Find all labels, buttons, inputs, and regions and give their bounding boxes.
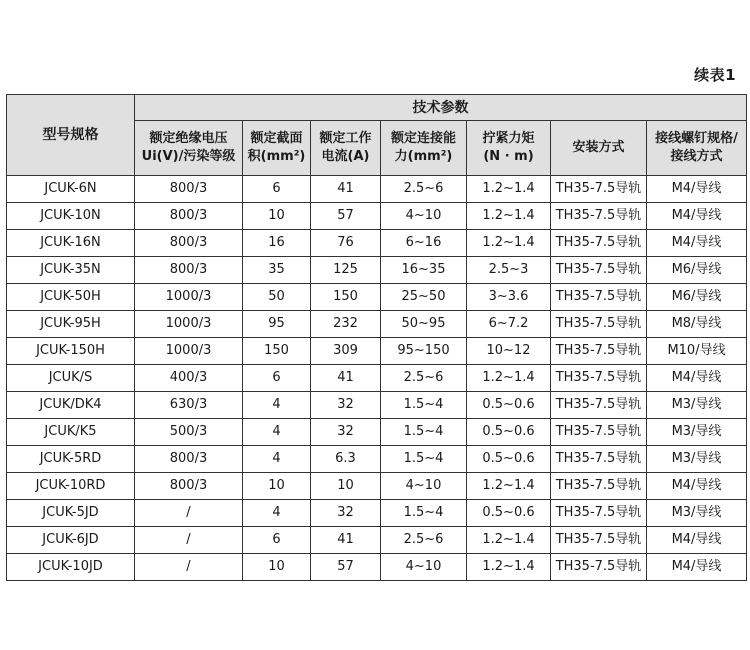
model-cell: JCUK/K5 [7,419,135,446]
model-cell: JCUK-5JD [7,500,135,527]
table-cell: M4/导线 [647,473,747,500]
table-cell: 10 [311,473,381,500]
table-cell: 50~95 [381,311,467,338]
column-header: 拧紧力矩 (N · m) [467,121,551,176]
table-cell: 4~10 [381,554,467,581]
column-header: 额定绝缘电压 Ui(V)/污染等级 [135,121,243,176]
table-cell: 25~50 [381,284,467,311]
table-cell: M4/导线 [647,365,747,392]
table-row [7,230,747,257]
table-row [7,365,747,392]
model-cell: JCUK-95H [7,311,135,338]
table-cell: 1.2~1.4 [467,176,551,203]
table-cell: 232 [311,311,381,338]
table-cell: TH35-7.5导轨 [551,338,647,365]
column-header: 额定连接能 力(mm²) [381,121,467,176]
table-cell: 800/3 [135,203,243,230]
table-cell: M4/导线 [647,554,747,581]
table-cell: TH35-7.5导轨 [551,554,647,581]
table-row [7,446,747,473]
table-cell: 0.5~0.6 [467,392,551,419]
table-cell: 1000/3 [135,311,243,338]
table-cell: 10 [243,473,311,500]
table-cell: 76 [311,230,381,257]
table-cell: 1.2~1.4 [467,203,551,230]
table-cell: 10 [243,203,311,230]
table-cell: 800/3 [135,257,243,284]
table-cell: 4 [243,446,311,473]
table-cell: 4~10 [381,203,467,230]
table-cell: TH35-7.5导轨 [551,365,647,392]
model-cell: JCUK-16N [7,230,135,257]
table-cell: 0.5~0.6 [467,446,551,473]
table-cell: 95~150 [381,338,467,365]
table-cell: / [135,500,243,527]
table-cell: 4 [243,392,311,419]
header-group-row [7,95,747,121]
table-cell: M10/导线 [647,338,747,365]
table-cell: 95 [243,311,311,338]
table-cell: 4 [243,500,311,527]
table-cell: TH35-7.5导轨 [551,392,647,419]
table-cell: 4~10 [381,473,467,500]
model-cell: JCUK/S [7,365,135,392]
column-header: 额定工作 电流(A) [311,121,381,176]
spec-table [6,94,747,581]
table-cell: TH35-7.5导轨 [551,473,647,500]
table-cell: 6 [243,365,311,392]
table-cell: 35 [243,257,311,284]
table-cell: 500/3 [135,419,243,446]
table-cell: 1000/3 [135,284,243,311]
table-caption: 续表1 [694,66,736,84]
table-cell: 6~16 [381,230,467,257]
table-row [7,257,747,284]
table-row [7,527,747,554]
table-cell: / [135,554,243,581]
table-cell: 6 [243,176,311,203]
model-cell: JCUK-5RD [7,446,135,473]
table-cell: M3/导线 [647,446,747,473]
table-row [7,311,747,338]
table-cell: TH35-7.5导轨 [551,419,647,446]
table-cell: M6/导线 [647,284,747,311]
table-cell: 32 [311,392,381,419]
table-cell: 1.5~4 [381,500,467,527]
table-cell: 16~35 [381,257,467,284]
table-cell: 0.5~0.6 [467,500,551,527]
table-cell: 800/3 [135,446,243,473]
table-cell: 16 [243,230,311,257]
table-cell: 2.5~3 [467,257,551,284]
table-cell: 6.3 [311,446,381,473]
table-row [7,338,747,365]
table-row [7,284,747,311]
table-cell: 1000/3 [135,338,243,365]
table-cell: 4 [243,419,311,446]
model-cell: JCUK-10N [7,203,135,230]
table-cell: 800/3 [135,230,243,257]
table-cell: 1.2~1.4 [467,365,551,392]
table-cell: 32 [311,500,381,527]
model-header: 型号规格 [7,95,135,176]
table-row [7,203,747,230]
model-cell: JCUK-10RD [7,473,135,500]
table-cell: TH35-7.5导轨 [551,230,647,257]
table-row [7,419,747,446]
table-cell: 32 [311,419,381,446]
table-cell: TH35-7.5导轨 [551,500,647,527]
table-cell: 309 [311,338,381,365]
table-cell: 800/3 [135,473,243,500]
table-cell: 6~7.2 [467,311,551,338]
table-cell: 1.5~4 [381,419,467,446]
table-cell: TH35-7.5导轨 [551,284,647,311]
table-cell: 0.5~0.6 [467,419,551,446]
column-header: 额定截面 积(mm²) [243,121,311,176]
column-header: 安装方式 [551,121,647,176]
model-cell: JCUK-150H [7,338,135,365]
model-cell: JCUK-6N [7,176,135,203]
table-cell: 41 [311,176,381,203]
table-cell: M3/导线 [647,392,747,419]
table-cell: 10~12 [467,338,551,365]
table-cell: 1.2~1.4 [467,554,551,581]
table-cell: TH35-7.5导轨 [551,203,647,230]
table-cell: 41 [311,365,381,392]
table-cell: 3~3.6 [467,284,551,311]
table-cell: 57 [311,554,381,581]
table-cell: M3/导线 [647,500,747,527]
table-cell: / [135,527,243,554]
table-cell: 150 [311,284,381,311]
table-cell: 1.5~4 [381,446,467,473]
table-body [7,176,747,581]
model-cell: JCUK-35N [7,257,135,284]
table-cell: 1.2~1.4 [467,527,551,554]
table-cell: M8/导线 [647,311,747,338]
table-row [7,500,747,527]
table-cell: 125 [311,257,381,284]
table-cell: 630/3 [135,392,243,419]
table-cell: 800/3 [135,176,243,203]
model-cell: JCUK-50H [7,284,135,311]
model-cell: JCUK-10JD [7,554,135,581]
column-header: 接线螺钉规格/ 接线方式 [647,121,747,176]
table-cell: 41 [311,527,381,554]
table-row [7,554,747,581]
table-cell: M4/导线 [647,230,747,257]
table-cell: 57 [311,203,381,230]
table-cell: 1.2~1.4 [467,230,551,257]
table-cell: 1.2~1.4 [467,473,551,500]
table-cell: M4/导线 [647,203,747,230]
group-header: 技术参数 [135,95,747,121]
table-cell: M3/导线 [647,419,747,446]
table-cell: M4/导线 [647,527,747,554]
model-cell: JCUK/DK4 [7,392,135,419]
table-cell: M6/导线 [647,257,747,284]
table-cell: TH35-7.5导轨 [551,311,647,338]
table-cell: 1.5~4 [381,392,467,419]
table-row [7,392,747,419]
table-cell: TH35-7.5导轨 [551,446,647,473]
model-cell: JCUK-6JD [7,527,135,554]
table-cell: TH35-7.5导轨 [551,176,647,203]
table-cell: TH35-7.5导轨 [551,527,647,554]
table-cell: 10 [243,554,311,581]
table-row [7,473,747,500]
table-cell: 2.5~6 [381,365,467,392]
table-cell: 2.5~6 [381,527,467,554]
table-cell: TH35-7.5导轨 [551,257,647,284]
table-row [7,176,747,203]
table-cell: M4/导线 [647,176,747,203]
table-cell: 400/3 [135,365,243,392]
table-cell: 2.5~6 [381,176,467,203]
table-cell: 50 [243,284,311,311]
table-cell: 150 [243,338,311,365]
table-cell: 6 [243,527,311,554]
